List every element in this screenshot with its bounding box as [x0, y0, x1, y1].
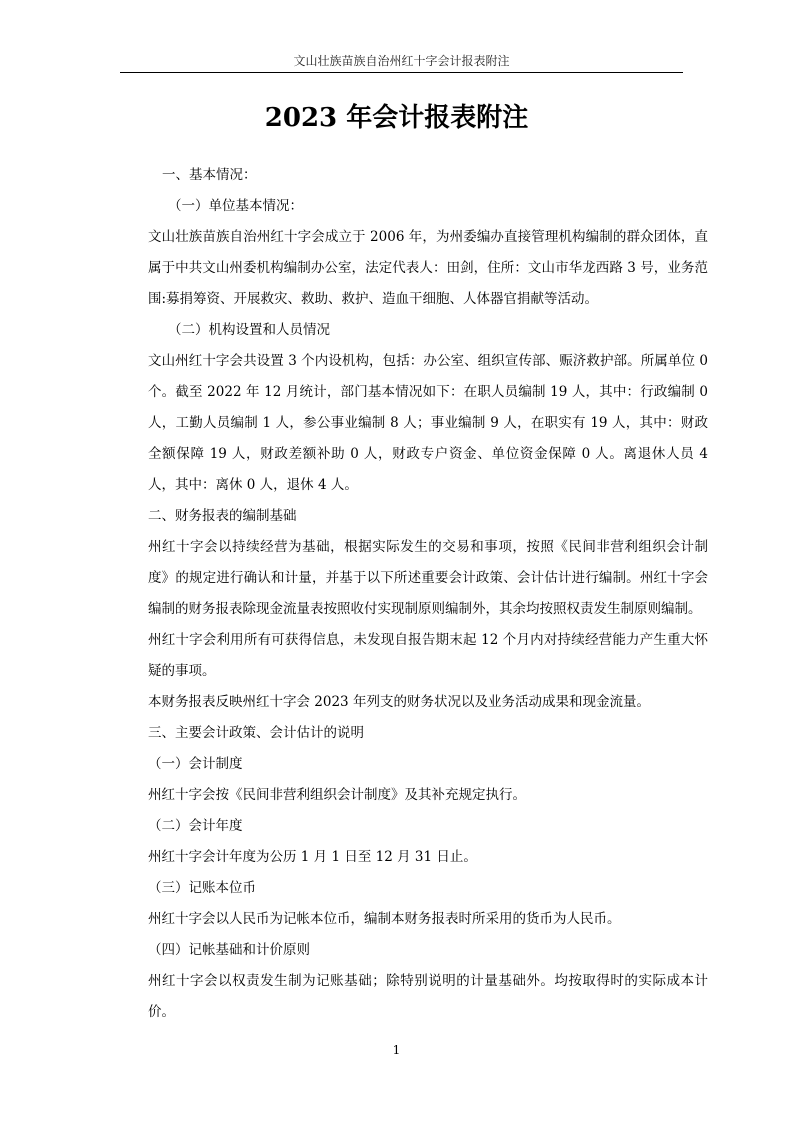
section-heading: 一、基本情况：: [162, 167, 257, 183]
section-heading: 三、主要会计政策、会计估计的说明: [148, 725, 364, 741]
paragraph: 州红十字会以人民币为记帐本位币，编制本财务报表时所采用的货币为人民币。: [148, 911, 621, 927]
running-header: 文山壮族苗族自治州红十字会计报表附注: [293, 54, 510, 68]
paragraph: [148, 532, 708, 625]
subsection-heading: （二）会计年度: [148, 818, 243, 834]
paragraph-text: 文山壮族苗族自治州红十字会成立于 2006 年，为州委编办直接管理机构编制的群众团体，直属于中共文山州委机构编制办公室，法定代表人：田剑，住所：文山市华龙西路 3 号，业务范围:募捐筹资、开展救灾、救助、救护、造血干细胞、人体器官捐献等活动。: [148, 229, 708, 307]
paragraph: [148, 625, 708, 687]
subsection-heading: （三）记账本位币: [148, 880, 256, 896]
subsection-heading: （四）记帐基础和计价原则: [148, 942, 310, 958]
document-title: 2023 年会计报表附注: [264, 103, 529, 133]
paragraph: 本财务报表反映州红十字会 2023 年列支的财务状况以及业务活动成果和现金流量。: [148, 694, 650, 710]
section-heading: 二、财务报表的编制基础: [148, 508, 297, 524]
paragraph: [148, 346, 708, 501]
page-number: 1: [392, 1043, 401, 1057]
subsection-heading: （二）机构设置和人员情况: [168, 322, 330, 338]
document-body: [148, 160, 708, 1028]
paragraph: 州红十字会计年度为公历 1 月 1 日至 12 月 31 日止。: [148, 849, 477, 865]
subsection-heading: （一）会计制度: [148, 756, 243, 772]
paragraph-text: 文山州红十字会共设置 3 个内设机构，包括：办公室、组织宣传部、赈济救护部。所属单位 0 个。截至 2022 年 12 月统计，部门基本情况如下：在职人员编制 19 人，其中：行政编制 0 人，工勤人员编制 1 人，参公事业编制 8 人；事业编制 9 人，在职实有 19 人，其中：财政全额保障 19 人，财政差额补助 0 人，财政专户资金、单位资金保障 0 人。离退休人员 4 人，其中：离休 0 人，退休 4 人。: [148, 353, 708, 493]
paragraph-text: 州红十字会以持续经营为基础，根据实际发生的交易和事项，按照《民间非营利组织会计制度》的规定进行确认和计量，并基于以下所述重要会计政策、会计估计进行编制。州红十字会编制的财务报表除现金流量表按照收付实现制原则编制外，其余均按照权责发生制原则编制。: [148, 539, 708, 617]
header-rule: [120, 72, 683, 73]
paragraph-text: 州红十字会以权责发生制为记账基础；除特别说明的计量基础外。均按取得时的实际成本计价。: [148, 973, 708, 1020]
paragraph: [148, 222, 708, 315]
paragraph: 州红十字会按《民间非营利组织会计制度》及其补充规定执行。: [148, 787, 526, 803]
subsection-heading: （一）单位基本情况：: [168, 198, 303, 214]
paragraph: [148, 966, 708, 1028]
paragraph-text: 州红十字会利用所有可获得信息，未发现自报告期末起 12 个月内对持续经营能力产生重大怀疑的事项。: [148, 632, 708, 679]
